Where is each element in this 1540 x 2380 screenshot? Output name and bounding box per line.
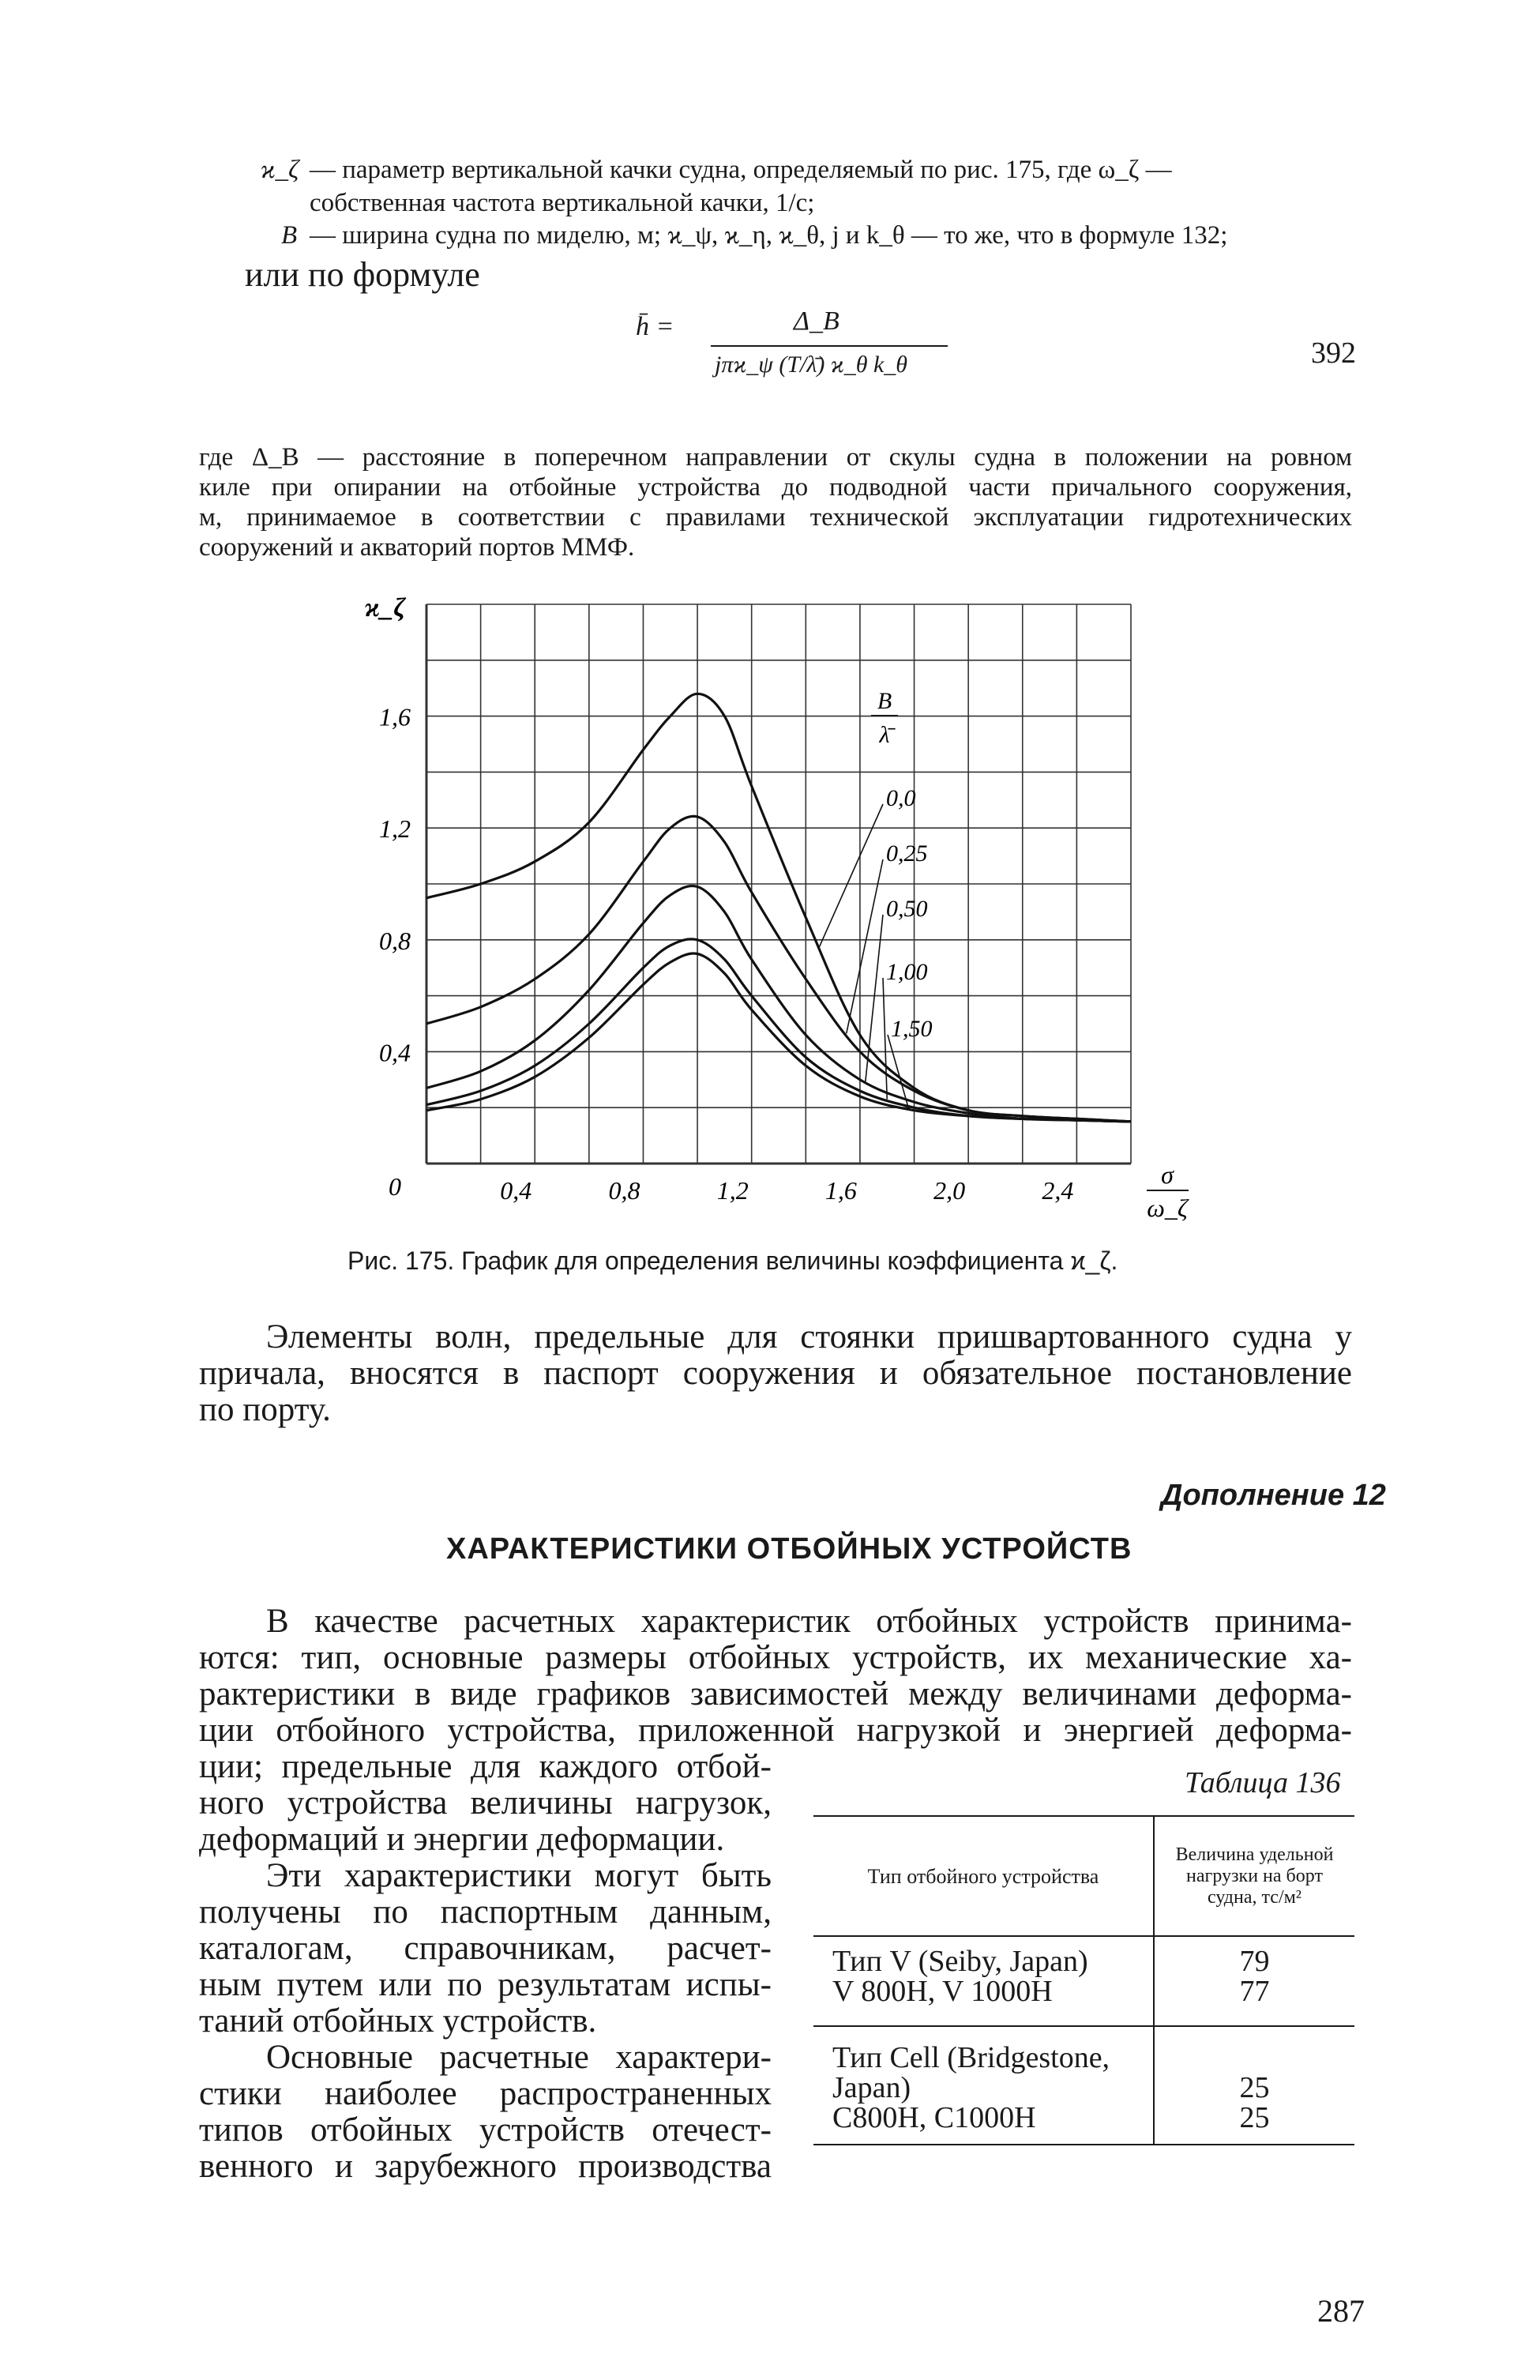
series-line-5 [426,953,1131,1122]
table-cell-value [1154,2026,1354,2144]
text-line: сооружений и акваторий портов ММФ. [199,533,635,562]
text-line: ции; предельные для каждого отбой- [199,1748,772,1785]
definition-text: — ширина судна по миделю, м; ϰ_ψ, ϰ_η, ϰ_θ, j и k_θ — то же, что в формуле 132; [310,221,1228,250]
definition-text: собственная частота вертикальной качки, 1/с; [310,189,815,217]
x-tick-label: 1,2 [716,1176,749,1205]
text-line: Эти характеристики могут быть [266,1857,772,1894]
x-tick-label: 2,0 [933,1176,966,1205]
narrow-column [199,1749,772,2185]
y-tick-label: 0 [389,1172,401,1201]
y-tick-label: 0,4 [379,1038,411,1067]
cell-line: 79 [1239,1945,1270,1978]
table-cell-type [813,1936,1154,2026]
x-tick-label: 1,6 [824,1176,857,1205]
legend-title-numerator: B [877,688,892,714]
formula-lhs: h̄ = [636,312,674,341]
table-row [813,1936,1354,2026]
table-136 [813,1815,1354,2145]
text-line: венного и зарубежного производства [199,2148,772,2185]
header-type: Тип отбойного устройства [867,1864,1099,1888]
definition-symbol: B [281,221,298,250]
section-heading: ХАРАКТЕРИСТИКИ ОТБОЙНЫХ УСТРОЙСТВ [446,1532,1132,1566]
x-tick-label: 0,8 [608,1176,640,1205]
text-line: каталогам, справочникам, расчет- [199,1930,772,1967]
text-line: ного устройства величины нагрузок, [199,1784,772,1822]
text-line: Основные расчетные характери- [266,2039,772,2076]
series-label: 0,25 [886,840,928,867]
text-line: киле при опирании на отбойные устройства до подводной части причального сооружения, [199,473,1352,502]
cell-line: Тип V (Seiby, Japan) [832,1945,1088,1978]
cell-line: 25 [1239,2071,1270,2104]
formula-denominator: jπϰ_ψ (T/λ̄) ϰ_θ k_θ [715,352,907,378]
cell-line: 77 [1239,1975,1270,2008]
text-line: стики наиболее распространенных [199,2075,772,2112]
text-line: Элементы волн, предельные для стоянки пришвартованного судна у [266,1318,1352,1355]
series-label: 0,0 [886,785,916,811]
x-tick-label: 2,4 [1042,1176,1074,1205]
y-tick-label: 0,8 [379,926,411,955]
table-cell-type [813,2026,1154,2144]
x-tick-label: 0,4 [500,1176,532,1205]
y-tick-label: 1,2 [379,814,411,844]
chart-labels [365,593,1189,1222]
table-header-row [813,1817,1354,1936]
figure-caption: Рис. 175. График для определения величины коэффициента ϰ_ζ. [347,1246,1118,1275]
cell-line: C800H, C1000H [832,2101,1036,2134]
text-line: по порту. [199,1391,331,1428]
formula-numerator: Δ_B [794,306,839,336]
series-leader-line [819,804,883,947]
waves-paragraph [199,1319,1352,1428]
definition-symbol: ϰ_ζ [261,156,299,184]
characteristics-paragraph [199,1604,1352,1749]
cell-line: V 800H, V 1000H [832,1975,1053,2008]
series-label: 0,50 [886,896,928,922]
text-line: ются: тип, основные размеры отбойных устройств, их механические ха- [199,1639,1352,1676]
table-row [813,2026,1354,2144]
series-label: 1,50 [891,1016,933,1042]
y-tick-label: 1,6 [379,702,411,731]
definition-text: — параметр вертикальной качки судна, определяемый по рис. 175, где ω_ζ — [310,156,1172,184]
series-line-1 [426,694,1131,1122]
text-line: где Δ_B — расстояние в поперечном направлении от скулы судна в положении на ровном [199,443,1352,472]
text-line: деформаций и энергии деформации. [199,1821,725,1858]
text-line: м, принимаемое в соответствии с правилами технической эксплуатации гидротехнических [199,503,1352,532]
x-axis-label-numerator: σ [1161,1160,1174,1189]
header-load: Величина удельной нагрузки на борт судна, тс/м² [1175,1844,1334,1908]
text-line: рактеристики в виде графиков зависимостей между величинами деформа- [199,1675,1352,1713]
text-line: таний отбойных устройств. [199,2002,597,2040]
table-cell-value [1154,1936,1354,2026]
legend-title-denominator: λ̄ [879,722,890,748]
text-line: причала, вносятся в паспорт сооружения и обязательное постановление [199,1355,1352,1392]
cell-line: 25 [1239,2101,1270,2134]
text-line: ции отбойного устройства, приложенной нагрузкой и энергией деформа- [199,1712,1352,1749]
chart-curves [426,694,1131,1122]
page-number: 287 [1317,2293,1365,2329]
table-header-cell [1154,1817,1354,1936]
table-header-cell [813,1817,1154,1936]
text-line: ным путем или по результатам испы- [199,1966,772,2003]
series-leader-line [847,859,883,1033]
table-title: Таблица 136 [1185,1766,1341,1799]
or-formula-text: или по формуле [245,255,480,294]
cell-line: Тип Cell (Bridgestone, [832,2041,1110,2074]
cell-line [1155,2043,1354,2073]
appendix-label: Дополнение 12 [1161,1479,1386,1512]
text-line: В качестве расчетных характеристик отбойных устройств принима- [266,1603,1352,1640]
text-line: типов отбойных устройств отечест- [199,2111,772,2149]
series-label: 1,00 [886,959,928,985]
x-axis-label-denominator: ω_ζ [1147,1194,1188,1222]
series-line-3 [426,886,1131,1122]
series-line-4 [426,939,1131,1122]
y-axis-label: ϰ_ζ [365,593,406,622]
formula-number: 392 [1311,337,1356,370]
cell-line: Japan) [832,2071,911,2104]
text-line: получены по паспортным данным, [199,1893,772,1931]
